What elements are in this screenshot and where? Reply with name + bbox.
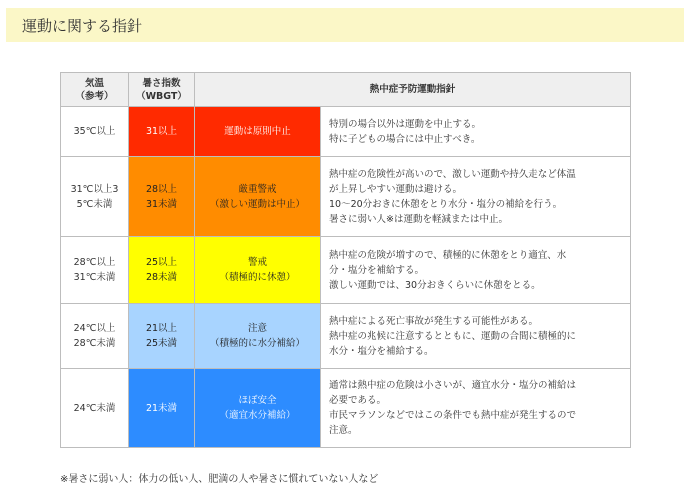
description-line: 注意。 [329,425,358,436]
description-line: 分・塩分を補給する。 [329,264,425,276]
description-cell [321,304,631,369]
description-cell [321,237,631,304]
wbgt-text: 21以上 [145,323,178,334]
temperature-text: 24℃未満 [73,402,116,414]
description-cell [321,107,631,157]
description-line: 市民マラソンなどではこの条件でも熱中症が発生するので [329,410,577,421]
description-line: 暑さに弱い人※は運動を軽減または中止。 [329,213,508,225]
temperature-text: 31℃未満 [73,272,116,283]
exercise-guideline-table [60,72,631,448]
wbgt-cell [129,237,195,304]
wbgt-text: 28未満 [145,272,178,283]
wbgt-text: 21未満 [145,402,178,414]
description-line: 特に子どもの場合には中止すべき。 [329,133,481,145]
table-row [61,237,631,304]
description-line: 熱中症の危険が増すので、積極的に休憩をとり適宜、水 [329,249,567,261]
table-header-row [61,73,631,107]
temperature-text: 35℃以上 [73,126,116,137]
table-row [61,369,631,448]
header-guideline: 熱中症予防運動指針 [195,73,631,107]
description-line: 10～20分おきに休憩をとり水分・塩分の補給を行う。 [329,198,563,210]
description-line: 必要である。 [329,395,387,406]
wbgt-text: 25未満 [145,338,178,349]
level-text: 運動は原則中止 [224,126,291,137]
level-text: 厳重警戒 [238,183,277,195]
level-subtext: （積極的に休憩） [219,272,296,283]
temperature-cell [61,107,129,157]
wbgt-cell [129,107,195,157]
table-row [61,157,631,237]
table-row [61,107,631,157]
level-cell [195,304,321,369]
description-line: 熱中症による死亡事故が発生する可能性がある。 [329,315,539,327]
temperature-cell [61,369,129,448]
header-wbgt-label: 暑さ指数 [142,77,181,89]
level-subtext: （激しい運動は中止） [209,198,305,210]
temperature-text: 28℃未満 [73,338,116,349]
level-cell [195,237,321,304]
description-cell [321,157,631,237]
page-title-bar [6,8,684,42]
level-cell [195,157,321,237]
level-subtext: （適宜水分補給） [219,410,296,421]
level-subtext: （積極的に水分補給） [209,338,305,349]
temperature-text: 28℃以上 [73,257,116,268]
temperature-text: 31℃以上3 [70,183,119,195]
wbgt-text: 31未満 [145,198,178,210]
description-cell [321,369,631,448]
wbgt-text: 25以上 [145,257,178,268]
level-text: ほぼ安全 [238,395,277,406]
level-cell [195,369,321,448]
wbgt-text: 28以上 [145,183,178,195]
temperature-text: 24℃以上 [73,323,116,334]
description-line: が上昇しやすい運動は避ける。 [329,183,463,195]
level-text: 注意 [247,323,267,334]
temperature-cell [61,304,129,369]
description-line: 通常は熱中症の危険は小さいが、適宜水分・塩分の補給は [329,380,577,391]
header-temperature-label: 気温 [84,77,104,89]
level-cell [195,107,321,157]
temperature-cell [61,157,129,237]
description-line: 水分・塩分を補給する。 [329,345,434,357]
description-line: 熱中症の兆候に注意するとともに、運動の合間に積極的に [329,330,577,342]
wbgt-text: 31以上 [145,126,178,137]
header-wbgt [129,73,195,107]
description-line: 特別の場合以外は運動を中止する。 [329,118,482,130]
level-text: 警戒 [247,257,267,268]
wbgt-cell [129,157,195,237]
wbgt-cell [129,304,195,369]
description-line: 激しい運動では、30分おきくらいに休憩をとる。 [329,279,541,291]
table-row [61,304,631,369]
footnote: ※暑さに弱い人：体力の低い人、肥満の人や暑さに慣れていない人など [60,474,379,485]
header-temperature-note: （参考） [75,90,114,102]
header-wbgt-note: （WBGT） [136,90,187,102]
temperature-cell [61,237,129,304]
temperature-text: 5℃未満 [76,198,113,210]
description-line: 熱中症の危険性が高いので、激しい運動や持久走など体温 [329,168,576,180]
wbgt-cell [129,369,195,448]
page-title: 運動に関する指針 [22,16,143,35]
header-temperature [61,73,129,107]
